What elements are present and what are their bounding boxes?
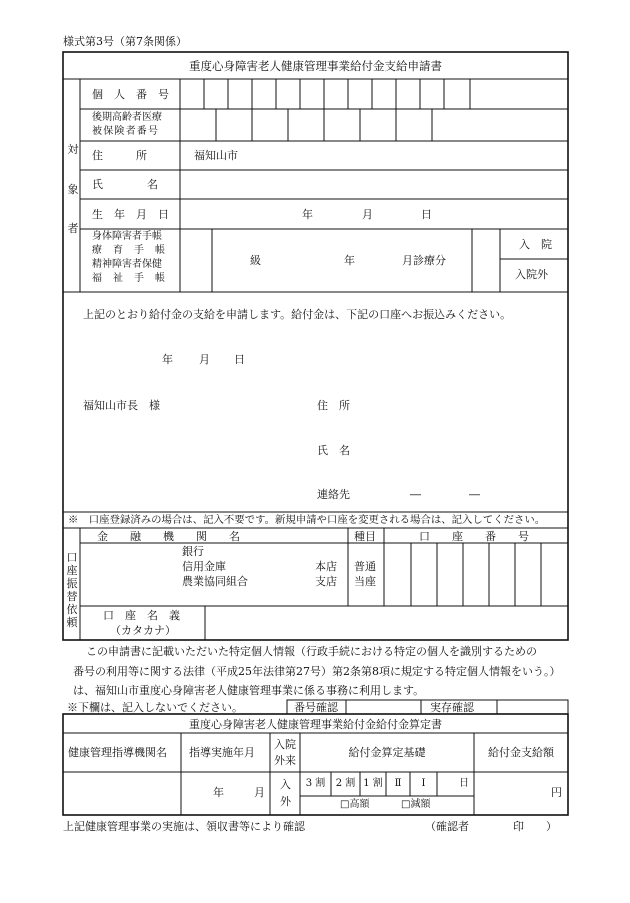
dob-day: 日	[421, 208, 432, 221]
account-type-current: 当座	[354, 575, 376, 588]
outpatient-label: 入院外	[515, 268, 548, 281]
account-type-ordinary: 普通	[354, 560, 376, 573]
account-holder-label: 口 座 名 義	[103, 609, 180, 622]
request-date-day: 日	[234, 353, 245, 366]
subject-side-label: 対 象 者	[67, 143, 79, 236]
basis-2: Ⅱ	[394, 778, 402, 789]
dob-label: 生 年 月 日	[92, 208, 169, 221]
high-amount-checkbox[interactable]: □高額	[340, 799, 370, 810]
basis-20: 2 割	[335, 778, 356, 789]
treatment-month-label: 月診療分	[402, 254, 446, 267]
request-date-year: 年	[162, 353, 173, 366]
request-statement: 上記のとおり給付金の支給を申請します。給付金は、下記の口座へお振込みください。	[83, 308, 512, 321]
treatment-year: 年	[344, 254, 355, 267]
form-number: 様式第3号（第7条関係）	[63, 35, 187, 48]
col-inout-2: 外来	[274, 754, 296, 767]
branch-head: 本店	[315, 560, 337, 573]
basis-1: Ⅰ	[421, 778, 426, 789]
applicant-name-label: 氏 名	[317, 444, 350, 457]
existence-check-label: 実存確認	[430, 701, 474, 714]
number-check-label: 番号確認	[294, 701, 338, 714]
account-type-header: 種目	[354, 530, 376, 543]
basis-30: 3 割	[305, 778, 326, 789]
bank-side-label: 口 座 振 替 依 頼	[66, 551, 78, 629]
reduced-amount-checkbox[interactable]: □減額	[401, 799, 431, 810]
inst-type-agri: 農業協同組合	[182, 575, 248, 588]
row-year: 年	[213, 786, 224, 799]
row-month: 月	[254, 786, 265, 799]
privacy-line-2: 番号の利用等に関する法律（平成25年法律第27号）第2条第8項に規定する特定個人情報をいう。）	[73, 665, 561, 678]
insured-label-line2: 被保険者番号	[92, 126, 160, 137]
privacy-line-1: この申請書に記載いただいた特定個人情報（行政手続における特定の個人を識別するための	[86, 645, 537, 658]
col-amount: 給付金支給額	[488, 746, 554, 759]
inst-type-credit: 信用金庫	[182, 560, 226, 573]
calc-title: 重度心身障害老人健康管理事業給付金給付金算定書	[189, 718, 442, 731]
institution-header: 金 融 機 関 名	[97, 530, 240, 543]
personal-number-label: 個 人 番 号	[92, 88, 169, 101]
office-note: ※下欄は、記入しないでください。	[67, 701, 243, 714]
form-title: 重度心身障害老人健康管理事業給付金支給申請書	[189, 59, 442, 73]
inst-type-bank: 銀行	[182, 545, 204, 558]
insured-label-line1: 後期高齢者医療	[92, 112, 162, 123]
address-label: 住 所	[92, 149, 147, 162]
dob-month: 月	[362, 208, 373, 221]
basis-10: 1 割	[363, 778, 383, 789]
col-basis: 給付金算定基礎	[348, 746, 426, 759]
row-in: 入	[280, 778, 291, 791]
row-out: 外	[280, 795, 291, 808]
handbook-rehab: 療 育 手 帳	[92, 245, 166, 256]
basis-days: 日	[459, 778, 469, 789]
currency-unit: 円	[551, 786, 562, 799]
dob-year: 年	[302, 208, 313, 221]
addressee: 福知山市長 様	[83, 399, 160, 412]
account-number-header: 口 座 番 号	[419, 530, 529, 543]
privacy-line-3: は、福知山市重度心身障害老人健康管理事業に係る事務に利用します。	[73, 684, 425, 697]
address-value[interactable]: 福知山市	[194, 149, 238, 162]
col-institution: 健康管理指導機関名	[68, 746, 167, 759]
handbook-mental-1: 精神障害者保健	[92, 259, 162, 270]
handbook-mental-2: 福 祉 手 帳	[92, 273, 166, 284]
contact-label: 連絡先	[317, 488, 350, 501]
confirmer-seal: （確認者 印 ）	[425, 820, 557, 833]
account-holder-kana: （カタカナ）	[110, 624, 176, 637]
inpatient-label: 入 院	[519, 238, 552, 251]
grade-label: 級	[250, 254, 261, 267]
contact-dash-2: ―	[469, 488, 480, 501]
col-date: 指導実施年月	[189, 746, 255, 759]
name-label: 氏 名	[92, 178, 158, 191]
contact-dash-1: ―	[410, 488, 421, 501]
bank-note: ※ 口座登録済みの場合は、記入不要です。新規申請や口座を変更される場合は、記入してください。	[68, 514, 546, 526]
applicant-address-label: 住 所	[317, 399, 350, 412]
request-date-month: 月	[199, 353, 210, 366]
branch-sub: 支店	[315, 575, 337, 588]
col-inout-1: 入院	[274, 738, 296, 751]
handbook-physical: 身体障害者手帳	[92, 231, 162, 242]
confirmation-note: 上記健康管理事業の実施は、領収書等により確認	[63, 820, 305, 833]
